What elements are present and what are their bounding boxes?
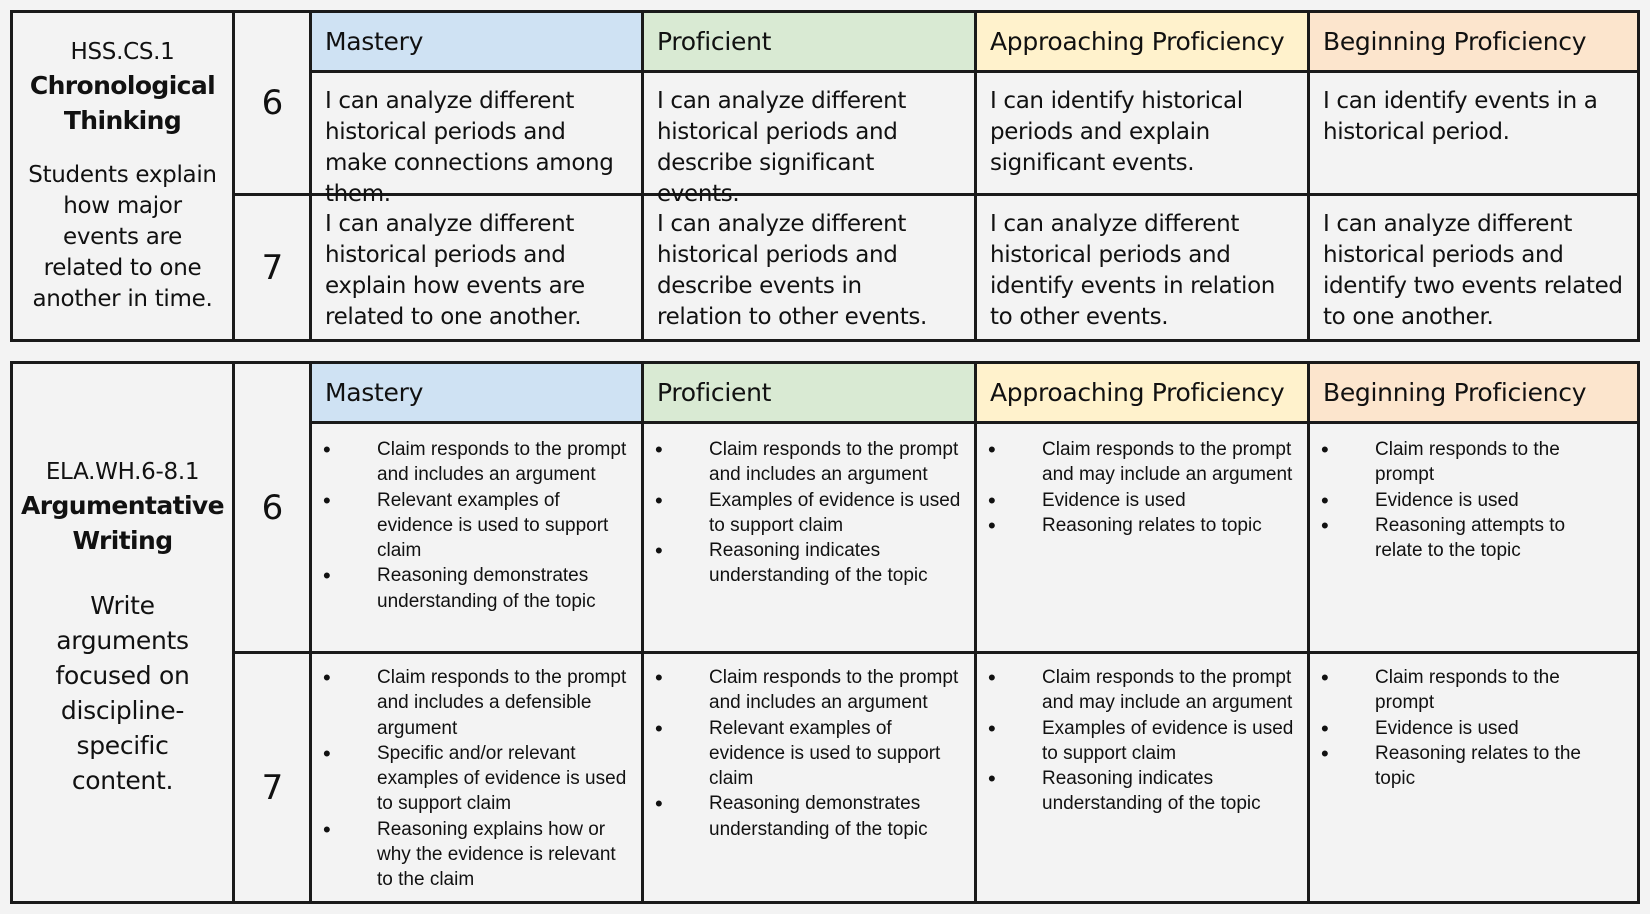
standard-cell <box>13 13 232 339</box>
rubric-cell: I can identify historical periods and explain significant events. <box>990 88 1243 176</box>
grade-label: 7 <box>261 767 284 808</box>
header-approaching: Approaching Proficiency <box>977 364 1307 421</box>
grade-label: 6 <box>261 83 284 123</box>
standard-name-line: Writing <box>72 526 173 555</box>
standard-code: HSS.CS.1 <box>70 39 175 65</box>
bullet-list <box>1310 665 1602 791</box>
header-beginning: Beginning Proficiency <box>1310 13 1637 70</box>
standard-name-line: Thinking <box>63 106 182 135</box>
standard-name-line: Argumentative <box>21 491 224 520</box>
rubric-cell <box>1310 424 1610 563</box>
list-item: • Claim responds to the prompt and may include an argument <box>977 437 1299 488</box>
rubric-cell: I can analyze different historical periods and identify events in relation to other events. <box>990 211 1276 330</box>
list-item: • Specific and/or relevant examples of evidence is used to support claim <box>312 741 633 817</box>
rubric-cell: I can analyze different historical periods and identify two events related to one another. <box>1323 211 1623 330</box>
list-item: • Evidence is used <box>977 488 1299 513</box>
list-item: • Reasoning relates to topic <box>977 513 1299 538</box>
header-mastery: Mastery <box>312 13 641 70</box>
list-item: • Reasoning attempts to relate to the topic <box>1310 513 1602 564</box>
bullet-list <box>977 665 1299 817</box>
list-item: • Reasoning relates to the topic <box>1310 741 1602 792</box>
bullet-list <box>312 437 633 614</box>
rubric-cell <box>977 654 1307 817</box>
rubric-table-argumentative-writing <box>10 361 1640 904</box>
list-item: • Claim responds to the prompt and includes an argument <box>644 437 966 488</box>
bullet-list <box>312 665 633 893</box>
header-approaching: Approaching Proficiency <box>977 13 1307 70</box>
standard-name <box>21 488 224 558</box>
rubric-cell <box>644 424 974 589</box>
grade-label: 6 <box>261 487 284 528</box>
list-item: • Examples of evidence is used to support claim <box>977 716 1299 767</box>
list-item: • Reasoning indicates understanding of the topic <box>977 766 1299 817</box>
bullet-list <box>644 665 966 842</box>
list-item: • Reasoning indicates understanding of the topic <box>644 538 966 589</box>
list-item: • Examples of evidence is used to support claim <box>644 488 966 539</box>
rubric-cell <box>1310 654 1610 791</box>
rubric-cell: I can analyze different historical periods and explain how events are related to one another. <box>325 211 585 330</box>
standard-description: Write arguments focused on discipline-specific content. <box>55 591 190 795</box>
bullet-list <box>1310 437 1602 563</box>
rubric-cell <box>977 424 1307 538</box>
rubric-cell: I can analyze different historical periods and describe significant events. <box>657 88 907 207</box>
list-item: • Evidence is used <box>1310 488 1602 513</box>
list-item: • Reasoning explains how or why the evidence is relevant to the claim <box>312 817 633 893</box>
rubric-table-chronological-thinking <box>10 10 1640 342</box>
standard-name <box>30 68 215 138</box>
standard-cell <box>13 364 232 901</box>
list-item: • Claim responds to the prompt <box>1310 665 1602 716</box>
list-item: • Claim responds to the prompt and includes a defensible argument <box>312 665 633 741</box>
standard-description: Students explain how major events are related to one another in time. <box>28 162 217 312</box>
list-item: • Reasoning demonstrates understanding of the topic <box>312 563 633 614</box>
list-item: • Claim responds to the prompt <box>1310 437 1602 488</box>
rubric-cell <box>644 654 974 842</box>
list-item: • Claim responds to the prompt and includes an argument <box>312 437 633 488</box>
list-item: • Claim responds to the prompt and includes an argument <box>644 665 966 716</box>
header-proficient: Proficient <box>644 364 974 421</box>
standard-code: ELA.WH.6-8.1 <box>45 459 200 485</box>
rubric-cell <box>312 654 641 893</box>
rubric-cell: I can identify events in a historical period. <box>1323 88 1598 145</box>
list-item: • Evidence is used <box>1310 716 1602 741</box>
rubric-cell: I can analyze different historical periods and describe events in relation to other events. <box>657 211 927 330</box>
header-beginning: Beginning Proficiency <box>1310 364 1637 421</box>
grade-label: 7 <box>261 247 284 288</box>
standard-name-line: Chronological <box>29 71 216 100</box>
list-item: • Relevant examples of evidence is used to support claim <box>312 488 633 564</box>
rubric-cell: I can analyze different historical periods and make connections among them. <box>325 88 614 207</box>
list-item: • Reasoning demonstrates understanding of the topic <box>644 791 966 842</box>
bullet-list <box>644 437 966 589</box>
header-proficient: Proficient <box>644 13 974 70</box>
bullet-list <box>977 437 1299 538</box>
rubric-cell <box>312 424 641 614</box>
header-mastery: Mastery <box>312 364 641 421</box>
list-item: • Claim responds to the prompt and may include an argument <box>977 665 1299 716</box>
list-item: • Relevant examples of evidence is used to support claim <box>644 716 966 792</box>
